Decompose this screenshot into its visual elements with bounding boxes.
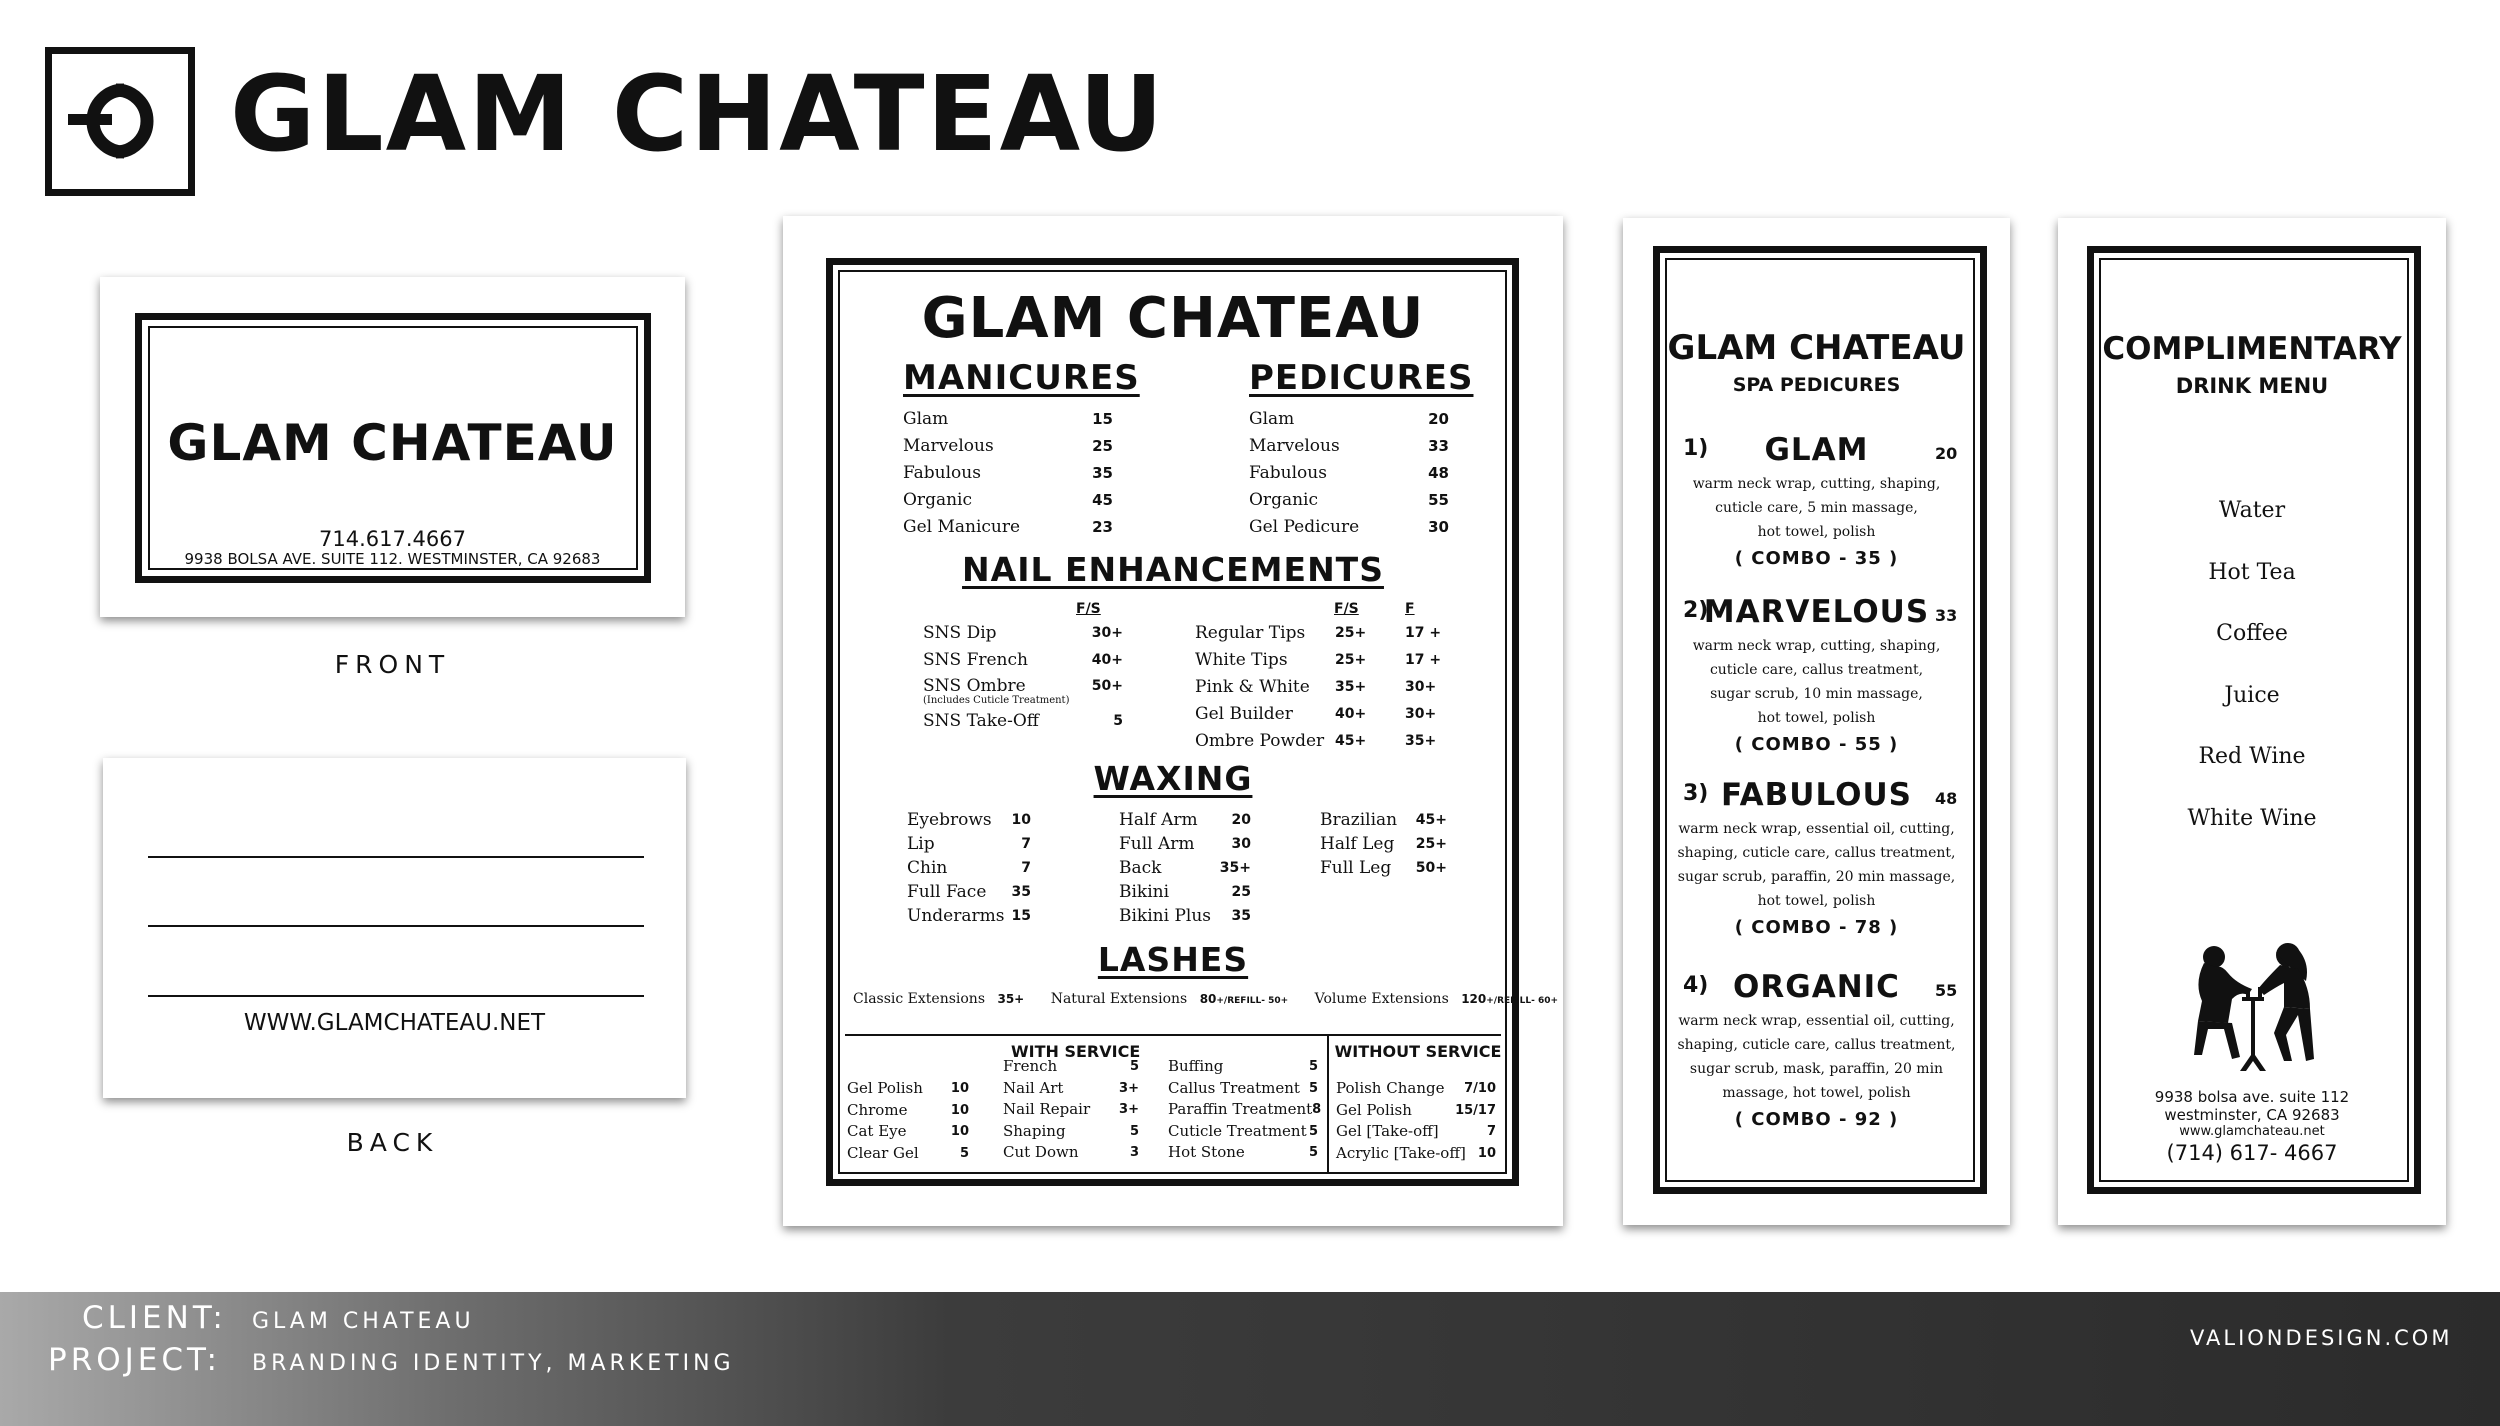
price-row bbox=[1003, 1078, 1139, 1100]
price-row bbox=[1168, 1099, 1322, 1121]
lash-volume-price: 120 bbox=[1461, 992, 1487, 1006]
price-row bbox=[923, 708, 1123, 735]
price-row bbox=[903, 514, 1113, 541]
price-row bbox=[1249, 433, 1449, 460]
item-price: 35+ bbox=[1219, 860, 1251, 876]
spa-item-price: 55 bbox=[1935, 981, 1958, 1000]
price-row bbox=[1003, 1121, 1139, 1143]
card-front-title: GLAM CHATEAU bbox=[167, 414, 618, 472]
item-price: 20 bbox=[1231, 812, 1251, 828]
item-price: 7/10 bbox=[1464, 1081, 1496, 1096]
item-name: Lip bbox=[907, 834, 935, 854]
spa-title: GLAM CHATEAU bbox=[1667, 328, 1966, 368]
price-row bbox=[1119, 808, 1251, 832]
item-price-f: 17 + bbox=[1405, 625, 1442, 641]
with-service-col3 bbox=[1168, 1056, 1322, 1164]
item-price: 10 bbox=[950, 1081, 969, 1096]
spa-item-combo: ( COMBO - 78 ) bbox=[1734, 917, 1899, 938]
item-price: 20 bbox=[1428, 410, 1449, 428]
item-name: Glam bbox=[903, 409, 949, 429]
drink-item: Water bbox=[2218, 498, 2286, 523]
price-row bbox=[1195, 674, 1435, 701]
drink-phone: (714) 617- 4667 bbox=[2166, 1141, 2338, 1165]
price-row bbox=[847, 1078, 969, 1100]
brand-name: GLAM CHATEAU bbox=[230, 53, 1166, 175]
price-row bbox=[903, 460, 1113, 487]
item-name: Buffing bbox=[1168, 1057, 1224, 1075]
drink-item: Juice bbox=[2224, 682, 2280, 708]
item-name: Pink & White bbox=[1195, 677, 1310, 697]
item-name: Ombre Powder bbox=[1195, 731, 1325, 751]
item-price: 10 bbox=[950, 1124, 969, 1139]
price-row bbox=[1003, 1056, 1139, 1078]
item-name: Nail Repair bbox=[1003, 1100, 1091, 1118]
price-row bbox=[1320, 856, 1447, 880]
spa-item-name: ORGANIC bbox=[1733, 969, 1900, 1005]
price-row bbox=[907, 904, 1031, 928]
waxing-col2 bbox=[1119, 808, 1251, 928]
spa-item-desc: hot towel, polish bbox=[1757, 524, 1876, 540]
item-price: 45+ bbox=[1415, 812, 1447, 828]
item-price: 55 bbox=[1428, 491, 1449, 509]
item-price: 3+ bbox=[1119, 1102, 1139, 1117]
drink-website: www.glamchateau.net bbox=[2179, 1124, 2325, 1139]
price-row bbox=[1249, 487, 1449, 514]
price-row bbox=[1249, 460, 1449, 487]
enh-col-fs-left: F/S bbox=[1076, 601, 1101, 617]
waxing-col3 bbox=[1320, 808, 1447, 880]
item-name: Eyebrows bbox=[907, 810, 992, 830]
price-row bbox=[907, 880, 1031, 904]
spa-item-name: FABULOUS bbox=[1721, 777, 1912, 813]
price-row bbox=[1336, 1100, 1496, 1122]
item-name: SNS French bbox=[923, 650, 1028, 670]
card-front-address: 9938 BOLSA AVE. SUITE 112. WESTMINSTER, CA 92683 bbox=[184, 550, 601, 568]
item-price-f: 30+ bbox=[1405, 679, 1437, 695]
enhancements-right-list bbox=[1195, 620, 1442, 755]
item-name: Gel Manicure bbox=[903, 517, 1021, 537]
business-card-front bbox=[100, 277, 685, 617]
spa-item-desc: hot towel, polish bbox=[1757, 710, 1876, 726]
price-row bbox=[1168, 1056, 1318, 1078]
with-service-heading: WITH SERVICE bbox=[1011, 1042, 1141, 1061]
price-row bbox=[847, 1100, 969, 1122]
enh-col-fs-right: F/S bbox=[1334, 601, 1359, 617]
pedicures-list bbox=[1249, 406, 1449, 541]
signature-line bbox=[148, 925, 644, 927]
item-price: 30 bbox=[1231, 836, 1251, 852]
price-row bbox=[923, 647, 1123, 674]
price-row bbox=[907, 832, 1031, 856]
item-price: 23 bbox=[1092, 518, 1113, 536]
item-price: 5 bbox=[959, 1145, 969, 1161]
drink-item: Hot Tea bbox=[2208, 559, 2296, 585]
item-price: 15 bbox=[1092, 410, 1113, 428]
lash-natural-price: 80 bbox=[1199, 992, 1217, 1006]
item-price: 8 bbox=[1312, 1102, 1322, 1117]
item-name: Regular Tips bbox=[1195, 623, 1306, 643]
drink-subtitle: DRINK MENU bbox=[2175, 374, 2329, 398]
lash-natural-refill: +/REFILL- 50+ bbox=[1216, 996, 1289, 1006]
spa-subtitle: SPA PEDICURES bbox=[1732, 374, 1901, 396]
lashes-heading: LASHES bbox=[1097, 940, 1249, 979]
footer-bar bbox=[0, 1292, 2500, 1426]
project-label: PROJECT: bbox=[48, 1342, 221, 1378]
spa-item-desc: hot towel, polish bbox=[1757, 893, 1876, 909]
price-row bbox=[1336, 1143, 1496, 1165]
item-price-fs: 35+ bbox=[1335, 679, 1367, 695]
enh-col-f: F bbox=[1405, 601, 1415, 617]
without-service-heading: WITHOUT SERVICE bbox=[1334, 1042, 1502, 1061]
add-ons-vertical-divider bbox=[1327, 1034, 1329, 1174]
item-price-f: 30+ bbox=[1405, 706, 1437, 722]
price-row bbox=[923, 620, 1123, 647]
item-price: 5 bbox=[1308, 1145, 1318, 1160]
item-name: Gel Polish bbox=[847, 1079, 923, 1097]
price-row bbox=[1195, 647, 1442, 674]
price-row bbox=[847, 1121, 969, 1143]
price-row bbox=[1320, 832, 1447, 856]
spa-item-desc: sugar scrub, paraffin, 20 min massage, bbox=[1677, 869, 1956, 885]
spa-pedicures-menu bbox=[1623, 218, 2010, 1225]
item-price-fs: 25+ bbox=[1335, 625, 1367, 641]
price-row bbox=[1119, 880, 1251, 904]
item-price: 7 bbox=[1021, 860, 1031, 876]
price-row bbox=[1336, 1078, 1496, 1100]
item-price: 5 bbox=[1113, 713, 1123, 729]
item-name: Gel Builder bbox=[1195, 704, 1293, 724]
spa-item-index: 3) bbox=[1683, 781, 1709, 806]
nail-enhancements-heading: NAIL ENHANCEMENTS bbox=[962, 550, 1384, 589]
service-menu bbox=[783, 216, 1563, 1226]
price-row bbox=[1195, 620, 1442, 647]
lash-natural: Natural Extensions bbox=[1050, 991, 1188, 1007]
drink-title: COMPLIMENTARY bbox=[2102, 331, 2402, 367]
spa-item-desc: shaping, cuticle care, callus treatment, bbox=[1677, 1037, 1956, 1053]
item-name: Cuticle Treatment bbox=[1168, 1121, 1307, 1140]
item-price: 10 bbox=[1477, 1145, 1496, 1161]
item-price-fs: 40+ bbox=[1335, 706, 1367, 722]
item-price: 10 bbox=[950, 1102, 969, 1118]
item-price: 50+ bbox=[1415, 860, 1447, 876]
item-name: Cut Down bbox=[1003, 1143, 1079, 1161]
item-price: 5 bbox=[1129, 1059, 1139, 1074]
item-name: Paraffin Treatment bbox=[1168, 1100, 1313, 1118]
price-row bbox=[907, 856, 1031, 880]
business-card-back bbox=[103, 758, 686, 1098]
item-name: Marvelous bbox=[1249, 436, 1340, 456]
price-row bbox=[1249, 406, 1449, 433]
item-price: 35 bbox=[1011, 884, 1031, 900]
ladies-silhouette-icon bbox=[2188, 943, 2316, 1073]
drink-item: White Wine bbox=[2187, 805, 2317, 831]
item-price-fs: 25+ bbox=[1335, 652, 1367, 668]
item-name: Chin bbox=[907, 858, 948, 878]
with-service-col1 bbox=[847, 1078, 969, 1164]
item-name: Underarms bbox=[907, 906, 1005, 926]
item-price: 5 bbox=[1308, 1080, 1318, 1096]
item-name: Full Leg bbox=[1320, 858, 1392, 878]
waxing-col1 bbox=[907, 808, 1031, 928]
price-row bbox=[1320, 808, 1447, 832]
price-row bbox=[847, 1143, 969, 1165]
drink-item: Red Wine bbox=[2198, 744, 2306, 769]
item-name: Organic bbox=[1249, 490, 1318, 510]
back-caption: BACK bbox=[346, 1128, 439, 1157]
item-price-fs: 45+ bbox=[1335, 733, 1367, 749]
item-name: Marvelous bbox=[903, 436, 994, 456]
item-name: Full Face bbox=[907, 882, 987, 902]
item-price: 45 bbox=[1092, 491, 1113, 509]
item-price: 7 bbox=[1486, 1124, 1496, 1139]
price-row bbox=[923, 678, 1123, 695]
spa-item-name: MARVELOUS bbox=[1703, 594, 1930, 630]
manicures-heading: MANICURES bbox=[903, 358, 1140, 398]
item-price: 5 bbox=[1308, 1059, 1318, 1074]
spa-item-desc: warm neck wrap, cutting, shaping, bbox=[1692, 638, 1941, 654]
spa-item-desc: massage, hot towel, polish bbox=[1722, 1085, 1911, 1101]
with-service-col2 bbox=[1003, 1056, 1139, 1164]
card-back-website: WWW.GLAMCHATEAU.NET bbox=[243, 1010, 546, 1036]
spa-item-desc: shaping, cuticle care, callus treatment, bbox=[1677, 845, 1956, 861]
spa-item-desc: warm neck wrap, cutting, shaping, bbox=[1692, 476, 1941, 492]
lash-classic-price: 35+ bbox=[997, 992, 1025, 1006]
spa-item-price: 48 bbox=[1935, 789, 1958, 808]
drink-list bbox=[2058, 480, 2446, 849]
client-value: GLAM CHATEAU bbox=[252, 1309, 475, 1334]
item-name: Chrome bbox=[847, 1100, 908, 1119]
item-name: SNS Ombre bbox=[923, 676, 1026, 696]
price-row bbox=[1119, 856, 1251, 880]
manicures-list bbox=[903, 406, 1113, 541]
price-row bbox=[1119, 832, 1251, 856]
item-name: Cat Eye bbox=[847, 1122, 907, 1140]
price-row bbox=[1195, 701, 1435, 728]
price-row bbox=[1003, 1099, 1139, 1121]
spa-item-desc: warm neck wrap, essential oil, cutting, bbox=[1678, 1013, 1955, 1029]
without-service-list bbox=[1336, 1078, 1496, 1164]
lash-classic: Classic Extensions bbox=[853, 991, 986, 1007]
price-row bbox=[1336, 1121, 1496, 1143]
item-name: Nail Art bbox=[1003, 1078, 1064, 1097]
item-name: Fabulous bbox=[903, 463, 981, 483]
item-price: 25 bbox=[1231, 884, 1251, 900]
enhancements-left-list bbox=[923, 620, 1123, 735]
item-name: Full Arm bbox=[1119, 834, 1195, 854]
item-name: Clear Gel bbox=[847, 1143, 919, 1162]
spa-item-name: GLAM bbox=[1764, 432, 1869, 468]
price-row bbox=[1249, 514, 1449, 541]
item-name: Half Leg bbox=[1320, 834, 1395, 854]
item-price: 10 bbox=[1011, 812, 1031, 828]
item-price: 5 bbox=[1129, 1123, 1139, 1139]
item-name: Acrylic [Take-off] bbox=[1336, 1143, 1466, 1162]
add-ons-divider bbox=[845, 1034, 1501, 1036]
item-name: Glam bbox=[1249, 409, 1295, 429]
item-price: 48 bbox=[1428, 464, 1449, 482]
spa-item-price: 20 bbox=[1935, 444, 1958, 463]
item-name: Polish Change bbox=[1336, 1079, 1445, 1097]
item-price: 35 bbox=[1092, 464, 1113, 482]
item-name: Half Arm bbox=[1119, 810, 1198, 830]
item-name: SNS Take-Off bbox=[923, 711, 1039, 731]
spa-item-desc: sugar scrub, mask, paraffin, 20 min bbox=[1689, 1061, 1944, 1077]
item-name: Bikini bbox=[1119, 882, 1170, 902]
item-price: 15 bbox=[1011, 908, 1031, 924]
item-price: 50+ bbox=[1091, 678, 1123, 694]
item-price: 35 bbox=[1231, 908, 1251, 924]
price-row bbox=[1119, 904, 1251, 928]
item-price-f: 35+ bbox=[1405, 733, 1437, 749]
designer-site: VALIONDESIGN.COM bbox=[2190, 1326, 2453, 1350]
signature-line bbox=[148, 856, 644, 858]
spa-item-price: 33 bbox=[1935, 606, 1958, 625]
gc-monogram-icon bbox=[58, 62, 182, 180]
lash-volume: Volume Extensions bbox=[1314, 991, 1449, 1007]
item-name: Gel Pedicure bbox=[1249, 517, 1360, 537]
front-caption: FRONT bbox=[334, 650, 451, 679]
pedicures-heading: PEDICURES bbox=[1249, 358, 1474, 398]
price-row bbox=[903, 487, 1113, 514]
item-price: 5 bbox=[1308, 1123, 1318, 1139]
spa-item-index: 4) bbox=[1683, 973, 1709, 998]
item-price: 25 bbox=[1092, 437, 1113, 455]
drink-item: Coffee bbox=[2216, 621, 2288, 646]
item-name: Back bbox=[1119, 858, 1162, 878]
item-note: (Includes Cuticle Treatment) bbox=[923, 695, 1070, 706]
price-row bbox=[1168, 1142, 1318, 1164]
item-price: 40+ bbox=[1091, 652, 1123, 668]
price-row bbox=[907, 808, 1031, 832]
client-label: CLIENT: bbox=[82, 1300, 227, 1336]
item-price: 25+ bbox=[1415, 836, 1447, 852]
spa-item-desc: warm neck wrap, essential oil, cutting, bbox=[1678, 821, 1955, 837]
signature-line bbox=[148, 995, 644, 997]
drink-address: 9938 bolsa ave. suite 112 bbox=[2154, 1088, 2350, 1106]
price-row bbox=[1195, 728, 1435, 755]
item-price: 7 bbox=[1021, 836, 1031, 852]
spa-item-combo: ( COMBO - 55 ) bbox=[1734, 734, 1899, 755]
lash-volume-refill: +/REFILL- 60+ bbox=[1486, 996, 1559, 1006]
spa-item-index: 2) bbox=[1683, 598, 1709, 623]
item-name: Bikini Plus bbox=[1119, 906, 1212, 926]
item-name: Shaping bbox=[1003, 1121, 1066, 1140]
price-row bbox=[1003, 1142, 1139, 1164]
item-price: 30+ bbox=[1091, 625, 1123, 641]
menu-title: GLAM CHATEAU bbox=[921, 286, 1425, 351]
item-name: White Tips bbox=[1195, 650, 1288, 670]
spa-item-combo: ( COMBO - 35 ) bbox=[1734, 548, 1899, 569]
item-price: 15/17 bbox=[1455, 1102, 1496, 1118]
drink-menu bbox=[2058, 218, 2446, 1225]
card-front-phone: 714.617.4667 bbox=[319, 527, 466, 551]
item-name: Gel [Take-off] bbox=[1336, 1122, 1439, 1140]
drink-city: westminster, CA 92683 bbox=[2164, 1106, 2340, 1124]
item-price: 33 bbox=[1428, 437, 1449, 455]
item-name: SNS Dip bbox=[923, 623, 997, 643]
project-value: BRANDING IDENTITY, MARKETING bbox=[252, 1351, 735, 1376]
spa-item-desc: cuticle care, 5 min massage, bbox=[1715, 500, 1918, 516]
lashes-row bbox=[853, 991, 1559, 1007]
spa-item-index: 1) bbox=[1683, 436, 1709, 461]
item-name: Hot Stone bbox=[1168, 1143, 1245, 1161]
item-price: 3+ bbox=[1119, 1080, 1139, 1096]
item-name: French bbox=[1003, 1057, 1058, 1075]
price-row bbox=[1168, 1121, 1318, 1143]
item-name: Organic bbox=[903, 490, 972, 510]
item-name: Brazilian bbox=[1320, 810, 1398, 830]
item-name: Fabulous bbox=[1249, 463, 1327, 483]
waxing-heading: WAXING bbox=[1093, 759, 1253, 798]
item-name: Callus Treatment bbox=[1168, 1078, 1300, 1097]
item-name: Gel Polish bbox=[1336, 1100, 1412, 1119]
spa-item-desc: cuticle care, callus treatment, bbox=[1709, 662, 1924, 678]
price-row bbox=[903, 433, 1113, 460]
spa-item-desc: sugar scrub, 10 min massage, bbox=[1710, 686, 1923, 702]
item-price-f: 17 + bbox=[1405, 652, 1442, 668]
spa-item-combo: ( COMBO - 92 ) bbox=[1734, 1109, 1899, 1130]
price-row bbox=[903, 406, 1113, 433]
item-price: 30 bbox=[1428, 518, 1449, 536]
price-row bbox=[1168, 1078, 1318, 1100]
item-price: 3 bbox=[1129, 1145, 1139, 1160]
